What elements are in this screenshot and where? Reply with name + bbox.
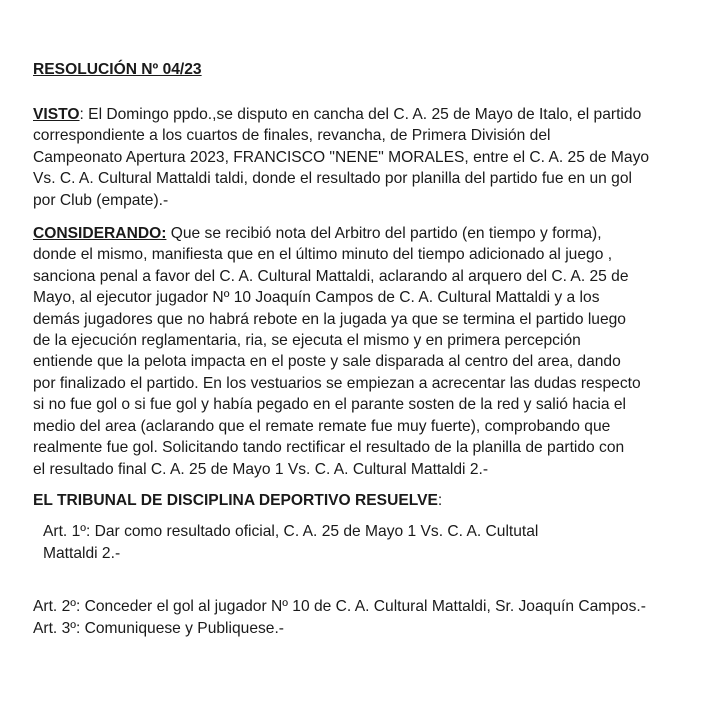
article-2: Art. 2º: Conceder el gol al jugador Nº 10 de C. A. Cultural Mattaldi, Sr. Joaquín Campos.- bbox=[33, 598, 646, 616]
visto-label: VISTO bbox=[33, 106, 80, 123]
visto-paragraph bbox=[33, 104, 693, 211]
resuelve-suffix: : bbox=[437, 491, 443, 509]
resolution-title: RESOLUCIÓN Nº 04/23 bbox=[33, 61, 202, 78]
visto-text: : El Domingo ppdo.,se disputo en cancha del C. A. 25 de Mayo de Italo, el partido correspondiente a los cuartos de finales, revancha, de Primera División del Campeonato Apertura 2023, FRANCISCO "NENE" MORALES, entre el C. A. 25 de Mayo Vs. C. A. Cultural Mattaldi taldi, donde el resultado por planilla del partido fue en un gol por Club (empate).- bbox=[33, 106, 650, 209]
article-3: Art. 3º: Comuniquese y Publiquese.- bbox=[33, 619, 284, 637]
considerando-text: Que se recibió nota del Arbitro del partido (en tiempo y forma), donde el mismo, manifiesta que en el último minuto del tiempo adicionado al juego , sanciona penal a favor del C. A. Cultural Mattaldi, aclarando al arquero del C. A. 25 de Mayo, al ejecutor jugador Nº 10 Joaquín Campos de C. A. Cultural Mattaldi y a los demás jugadores que no habrá rebote en la jugada ya que se termina el partido luego de la ejecución reglamentaria, ria, se ejecuta el mismo y en primera percepción entiende que la pelota impacta en el poste y sale disparada al centro del area, dando por finalizado el partido. En los vestuarios se empiezan a acrecentar las dudas respecto si no fue gol o si fue gol y había pegado en el parante sosten de la red y salió hacia el medio del area (aclarando que el remate remate fue muy fuerte), comprobando que realmente fue gol. Solicitando tando rectificar el resultado de la planilla de partido con el resultado final C. A. 25 de Mayo 1 Vs. C. A. Cultural Mattaldi 2.- bbox=[33, 225, 641, 478]
considerando-label: CONSIDERANDO: bbox=[33, 225, 167, 243]
resolution-document bbox=[33, 59, 693, 639]
resuelve-label: EL TRIBUNAL DE DISCIPLINA DEPORTIVO RESUELVE bbox=[33, 491, 438, 509]
article-1: Art. 1º: Dar como resultado oficial, C. A. 25 de Mayo 1 Vs. C. A. Cultutal Mattaldi 2.- bbox=[43, 523, 539, 562]
considerando-paragraph bbox=[33, 223, 693, 480]
resuelve-heading bbox=[33, 490, 693, 511]
